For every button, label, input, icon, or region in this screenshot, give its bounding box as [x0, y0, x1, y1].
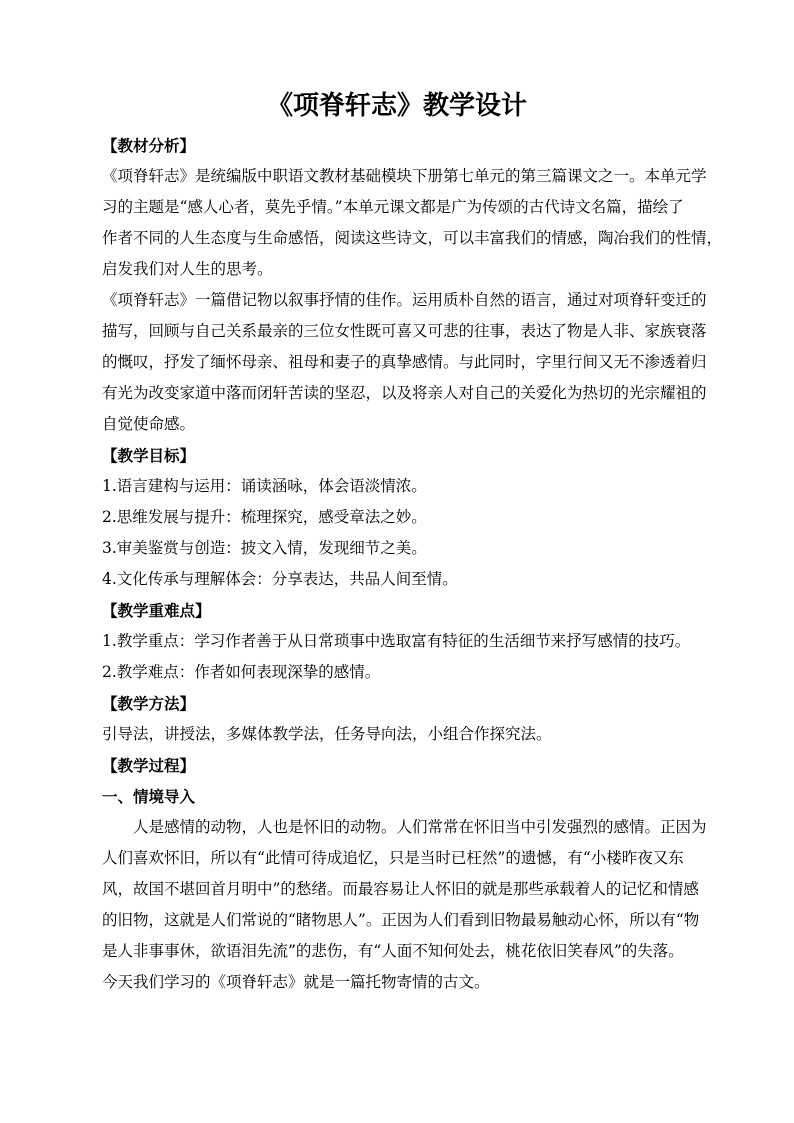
paragraph-line: 启发我们对人生的思考。: [102, 260, 273, 278]
list-item: 1.语言建构与运用：诵读涵咏，体会语淡情浓。: [102, 477, 427, 495]
paragraph-line: 的慨叹，抒发了缅怀母亲、祖母和妻子的真挚感情。与此同时，字里行间又无不渗透着归: [102, 353, 707, 371]
paragraph-line: 作者不同的人生态度与生命感悟，阅读这些诗文，可以丰富我们的情感，陶冶我们的性情，: [102, 229, 723, 247]
paragraph-line: 《项脊轩志》是统编版中职语文教材基础模块下册第七单元的第三篇课文之一。本单元学: [102, 167, 707, 185]
paragraph-line: 《项脊轩志》一篇借记物以叙事抒情的佳作。运用质朴自然的语言，通过对项脊轩变迁的: [102, 291, 707, 309]
page-title: 《项脊轩志》教学设计: [266, 91, 527, 121]
list-item: 2.教学难点：作者如何表现深挚的感情。: [102, 663, 381, 681]
paragraph-line: 引导法，讲授法，多媒体教学法，任务导向法，小组合作探究法。: [102, 725, 552, 743]
paragraph-line: 人们喜欢怀旧，所以有“此情可待成追忆，只是当时已枉然”的遗憾，有“小楼昨夜又东: [102, 849, 684, 867]
paragraph-line: 是人非事事休，欲语泪先流”的悲伤，有“人面不知何处去，桃花依旧笑春风”的失落。: [102, 942, 684, 960]
paragraph-line: 习的主题是“感人心者，莫先乎情。”本单元课文都是广为传颂的古代诗文名篇，描绘了: [102, 198, 684, 216]
section-heading-key-points: 【教学重难点】: [102, 601, 211, 620]
paragraph-line: 风，故国不堪回首月明中”的愁绪。而最容易让人怀旧的就是那些承载着人的记忆和情感: [102, 880, 699, 898]
section-heading-process: 【教学过程】: [102, 756, 196, 775]
document-body: [102, 130, 727, 998]
list-item: 2.思维发展与提升：梳理探究，感受章法之妙。: [102, 508, 427, 526]
paragraph-line: 自觉使命感。: [102, 415, 196, 433]
paragraph-line: 的旧物，这就是人们常说的“睹物思人”。正因为人们看到旧物最易触动心怀，所以有“物: [102, 911, 700, 929]
section-heading-analysis: 【教材分析】: [102, 136, 196, 155]
list-item: 1.教学重点：学习作者善于从日常琐事中选取富有特征的生活细节来抒写感情的技巧。: [102, 632, 691, 650]
paragraph-line: 今天我们学习的《项脊轩志》就是一篇托物寄情的古文。: [102, 973, 490, 991]
list-item: 4.文化传承与理解体会：分享表达，共品人间至情。: [102, 570, 458, 588]
subsection-heading-intro: 一、情境导入: [102, 787, 196, 806]
list-item: 3.审美鉴赏与创造：披文入情，发现细节之美。: [102, 539, 427, 557]
paragraph-line: 有光为改变家道中落而闭轩苦读的坚忍，以及将亲人对自己的关爱化为热切的光宗耀祖的: [102, 384, 707, 402]
paragraph-line: 人是感情的动物，人也是怀旧的动物。人们常常在怀旧当中引发强烈的感情。正因为: [133, 818, 707, 836]
paragraph-line: 描写，回顾与自己关系最亲的三位女性既可喜又可悲的往事，表达了物是人非、家族衰落: [102, 322, 707, 340]
section-heading-goals: 【教学目标】: [102, 446, 196, 465]
section-heading-methods: 【教学方法】: [102, 694, 196, 713]
